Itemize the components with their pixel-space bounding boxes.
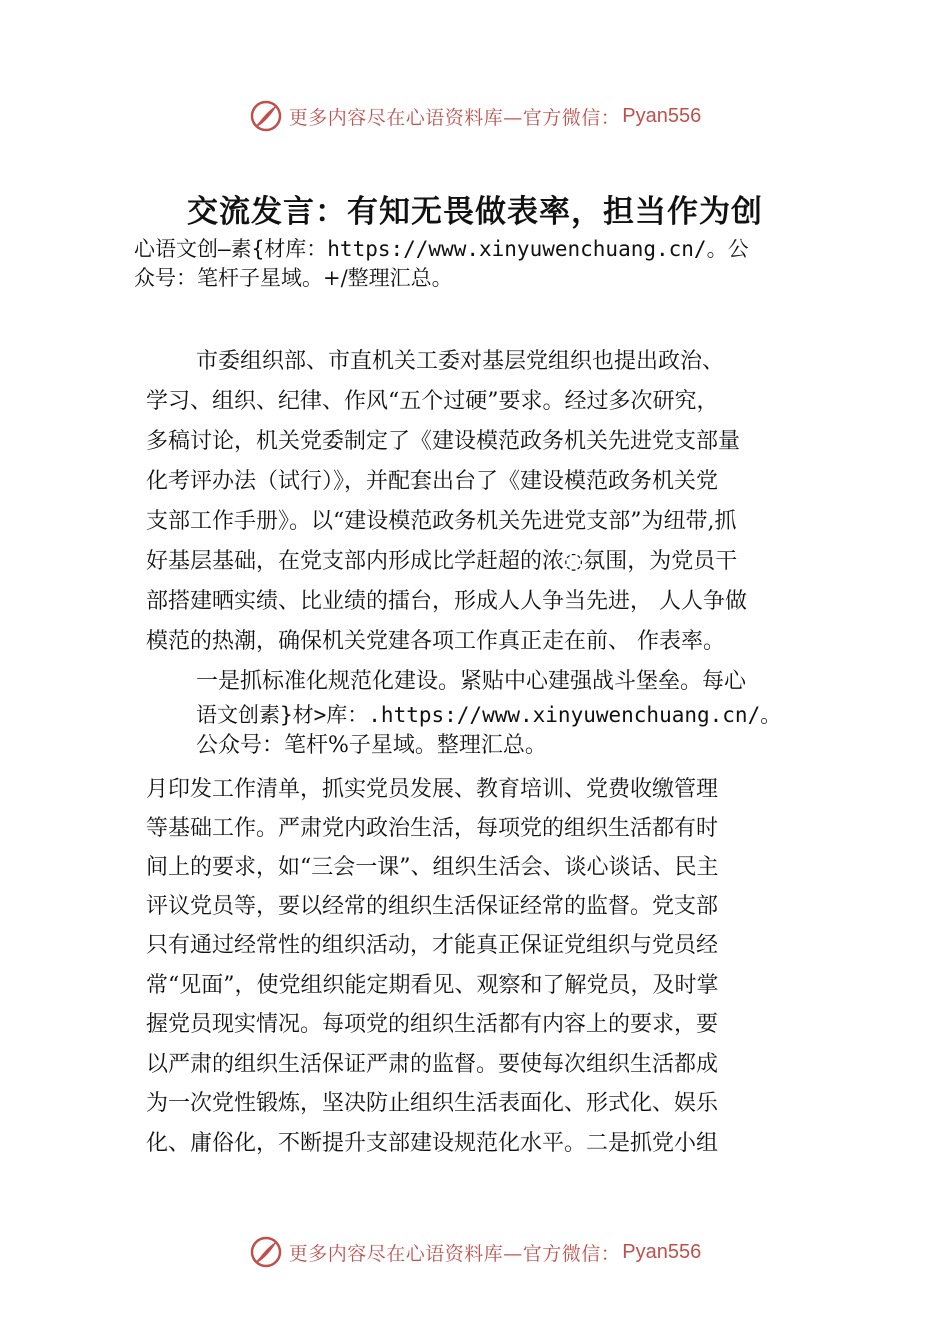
- paragraph-line: 好基层基础，在党支部内形成比学赶超的浓◌氛围，为党员干: [146, 549, 738, 574]
- paragraph-line: 握党员现实情况。每项党的组织生活都有内容上的要求，要: [146, 1012, 719, 1037]
- paragraph-line: 评议党员等，要以经常的组织生活保证经常的监督。党支部: [146, 894, 719, 919]
- quill-logo-icon: [249, 1235, 283, 1269]
- paragraph-line: 以严肃的组织生活保证严肃的监督。要使每次组织生活都成: [146, 1052, 719, 1077]
- footer-banner: [0, 1232, 950, 1272]
- paragraph-line: 间上的要求，如“三会一课”、组织生活会、谈心谈话、民主: [146, 855, 719, 880]
- inset-line: 公众号：笔杆%子星域。整理汇总。: [196, 733, 547, 758]
- paragraph-line: 等基础工作。严肃党内政治生活，每项党的组织生活都有时: [146, 816, 719, 841]
- paragraph-line: 只有通过经常性的组织活动，才能真正保证党组织与党员经: [146, 933, 719, 958]
- banner-wechat-id: Pyan556: [622, 104, 702, 127]
- inset-line: 一是抓标准化规范化建设。紧贴中心建强战斗堡垒。每心: [196, 669, 747, 694]
- header-banner: [0, 96, 950, 136]
- paragraph-line: 化、庸俗化，不断提升支部建设规范化水平。二是抓党小组: [146, 1131, 719, 1156]
- paragraph-line: 化考评办法（试行）》，并配套出台了《建设模范政务机关党: [146, 469, 719, 494]
- paragraph-line: 为一次党性锻炼，坚决防止组织生活表面化、形式化、娱乐: [146, 1091, 719, 1116]
- banner-text: 更多内容尽在心语资料库—官方微信：: [288, 1242, 621, 1265]
- paragraph-line: 市委组织部、市直机关工委对基层党组织也提出政治、: [196, 349, 725, 374]
- inset-line: 语文创素}材>库：.https://www.xinyuwenchuang.cn/。: [196, 703, 782, 727]
- paragraph-line: 学习、组织、纪律、作风“五个过硬”要求。经过多次研究，: [146, 389, 719, 414]
- source-note-line: 心语文创—素{材库：https://www.xinyuwenchuang.cn/。公: [134, 237, 749, 261]
- paragraph-line: 支部工作手册》。以“建设模范政务机关先进党支部”为纽带,抓: [146, 509, 737, 534]
- paragraph-line: 模范的热潮，确保机关党建各项工作真正走在前、 作表率。: [146, 629, 725, 654]
- banner-text: 更多内容尽在心语资料库—官方微信：: [288, 106, 621, 129]
- paragraph-line: 多稿讨论，机关党委制定了《建设模范政务机关先进党支部量: [146, 429, 741, 454]
- source-note-line: 众号：笔杆子星域。+/整理汇总。: [134, 266, 453, 290]
- paragraph-line: 部搭建晒实绩、比业绩的擂台，形成人人争当先进， 人人争做: [146, 589, 747, 614]
- document-title: 交流发言：有知无畏做表率，担当作为创: [187, 194, 763, 230]
- paragraph-line: 常“见面”，使党组织能定期看见、观察和了解党员，及时掌: [146, 973, 719, 998]
- quill-logo-icon: [249, 99, 283, 133]
- banner-wechat-id: Pyan556: [622, 1240, 702, 1263]
- paragraph-line: 月印发工作清单，抓实党员发展、教育培训、党费收缴管理: [146, 777, 719, 802]
